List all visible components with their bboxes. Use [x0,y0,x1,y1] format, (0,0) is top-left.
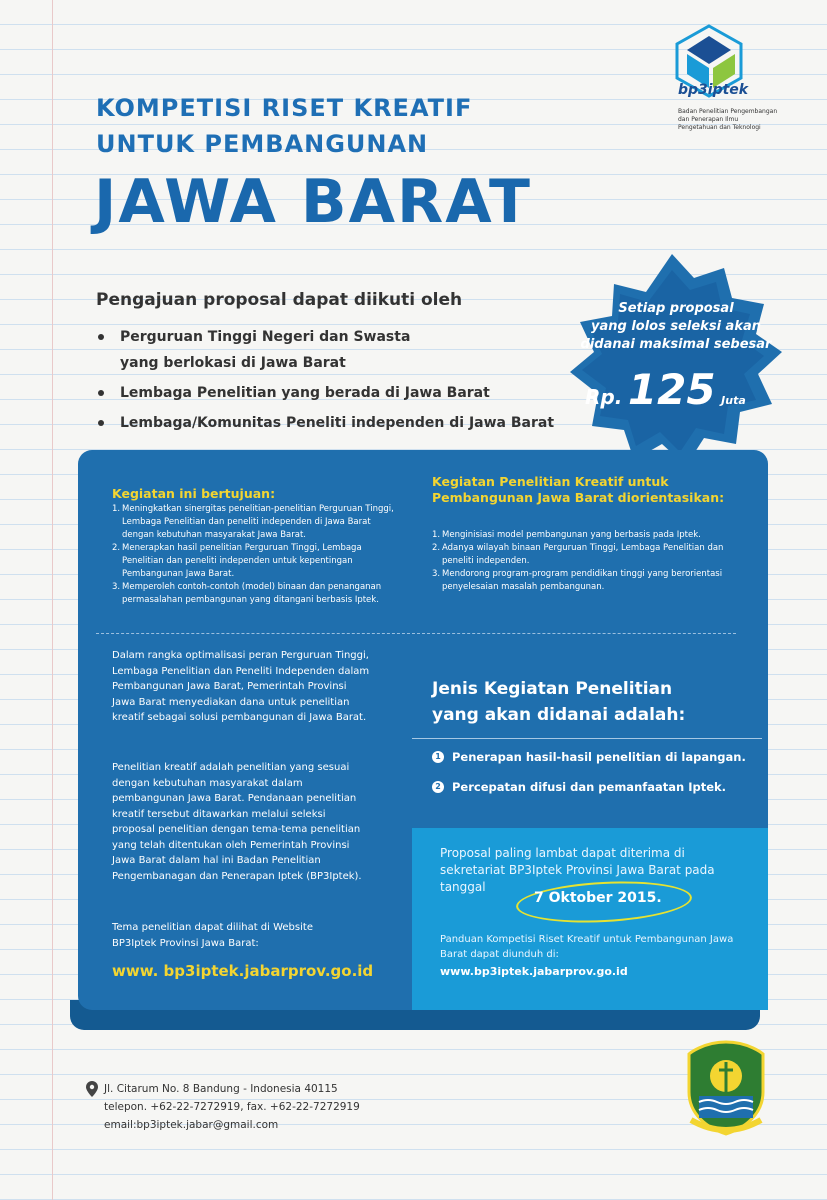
eligibility-item-text: Lembaga/Komunitas Peneliti independen di Jawa Barat [120,415,555,431]
orientation-item [432,529,732,542]
jenis-heading [432,676,685,728]
orientation-item-number: 2. [432,543,441,553]
eligibility-list [96,325,554,441]
badge-currency: Rp. [585,385,623,409]
goals-item [112,503,402,542]
location-pin-icon [86,1081,98,1097]
guide-text: Panduan Kompetisi Riset Kreatif untuk Pembangunan Jawa Barat dapat diunduh di: [440,934,734,960]
body-paragraph-2: Penelitian kreatif adalah penelitian yang sesuai dengan kebutuhan masyarakat dalam pembangunan Jawa Barat. Pendanaan penelitian kreatif tersebut ditawarkan melalui seleksi proposal penelitian dengan tema-tema penelitian yang telah ditentukan oleh Pemerintah Provinsi Jawa Barat dalam hal ini Badan Penelitian Pengembanagan dan Penerapan Iptek (BP3Iptek). [112,762,362,882]
logo-wordmark: bp3iptek [678,82,749,98]
eligibility-item [96,381,554,405]
footer-phone: telepon. +62-22-7272919, fax. +62-22-7272919 [104,1101,360,1113]
orientation-item-number: 3. [432,569,441,579]
orientation-heading-line-1: Kegiatan Penelitian Kreatif untuk [432,474,669,489]
orientation-item-text: Adanya wilayah binaan Perguruan Tinggi, Lembaga Penelitian dan peneliti independen. [442,543,724,566]
orientation-heading [432,474,724,506]
goals-item-number: 2. [112,543,121,553]
badge-amount [585,365,775,414]
badge-line-2: yang lolos seleksi akan [590,319,761,334]
orientation-item-text: Mendorong program-program pendidikan tinggi yang berorientasi penyelesaian masalah pembangunan. [442,569,723,592]
eligibility-item-text: Lembaga Penelitian yang berada di Jawa Barat [120,385,490,401]
eligibility-item [96,325,554,349]
eligibility-item [96,411,554,435]
title-line-3: JAWA BARAT [94,167,532,237]
jenis-item-text: Penerapan hasil-hasil penelitian di lapangan. [452,750,746,764]
footer-email[interactable]: email:bp3iptek.jabar@gmail.com [104,1119,279,1131]
eligibility-heading: Pengajuan proposal dapat diikuti oleh [96,290,463,310]
orientation-heading-line-2: Pembangunan Jawa Barat diorientasikan: [432,490,725,505]
jenis-heading-line-2: yang akan didanai adalah: [432,705,686,725]
badge-line-3: didanai maksimal sebesar [580,337,772,352]
badge-text [576,300,776,354]
badge-line-1: Setiap proposal [618,301,734,316]
jenis-heading-line-1: Jenis Kegiatan Penelitian [432,679,673,699]
title-line-2: UNTUK PEMBANGUNAN [96,130,429,158]
guide-download-link[interactable]: www.bp3iptek.jabarprov.go.id [440,965,628,978]
eligibility-item-text: Perguruan Tinggi Negeri dan Swasta [120,329,411,345]
orientation-item-text: Menginisiasi model pembangunan yang berbasis pada Iptek. [442,530,701,540]
deadline-date: 7 Oktober 2015. [534,890,662,906]
number-circle-icon: 2 [432,781,444,793]
footer-contact [104,1080,360,1134]
jenis-list [432,748,746,808]
bullet-icon [98,420,104,426]
number-circle-icon: 1 [432,751,444,763]
goals-item [112,542,402,581]
goals-heading: Kegiatan ini bertujuan: [112,486,276,501]
bullet-icon [98,390,104,396]
jenis-item [432,778,746,808]
deadline-text: Proposal paling lambat dapat diterima di sekretariat BP3Iptek Provinsi Jawa Barat pada tanggal [440,846,715,894]
card-divider [96,633,736,634]
goals-item-number: 3. [112,582,121,592]
goals-item-number: 1. [112,504,121,514]
website-link[interactable]: www. bp3iptek.jabarprov.go.id [112,962,374,980]
eligibility-item-text: yang berlokasi di Jawa Barat [120,355,346,371]
goals-item-text: Meningkatkan sinergitas penelitian-penelitian Perguruan Tinggi, Lembaga Penelitian dan peneliti independen di Jawa Barat dengan kebutuhan masyarakat Jawa Barat. [122,504,394,540]
funding-badge-icon [552,248,792,478]
jawa-barat-emblem-icon [683,1040,769,1136]
eligibility-item [96,351,554,375]
bullet-icon [98,334,104,340]
goals-list [112,503,402,607]
orientation-item [432,542,732,568]
goals-item [112,581,402,607]
jenis-divider [412,738,762,739]
jenis-item-text: Percepatan difusi dan pemanfaatan Iptek. [452,780,727,794]
goals-item-text: Menerapkan hasil penelitian Perguruan Tinggi, Lembaga Penelitian dan peneliti independen untuk kepentingan Pembangunan Jawa Barat. [122,543,362,579]
orientation-item [432,568,732,594]
goals-item-text: Memperoleh contoh-contoh (model) binaan dan penanganan permasalahan pembangunan yang ditangani berbasis Iptek. [122,582,382,605]
title-line-1: KOMPETISI RISET KREATIF [96,94,473,122]
body-paragraph-1: Dalam rangka optimalisasi peran Perguruan Tinggi, Lembaga Penelitian dan Peneliti Independen dalam Pembangunan Jawa Barat, Pemerintah Provinsi Jawa Barat menyediakan dana untuk penelitian kreatif sebagai solusi pembangunan di Jawa Barat. [112,650,370,723]
orientation-list [432,529,732,594]
footer-address: Jl. Citarum No. 8 Bandung - Indonesia 40115 [104,1083,338,1095]
body-paragraph-3: Tema penelitian dapat dilihat di Website BP3Iptek Provinsi Jawa Barat: [112,922,313,949]
logo-subtitle: Badan Penelitian Pengembangan dan Penerapan Ilmu Pengetahuan dan Teknologi [678,108,778,131]
badge-amount-value: 125 [627,365,716,414]
jenis-item [432,748,746,778]
badge-unit: Juta [721,394,746,407]
orientation-item-number: 1. [432,530,441,540]
paper-margin-line [52,0,53,1200]
